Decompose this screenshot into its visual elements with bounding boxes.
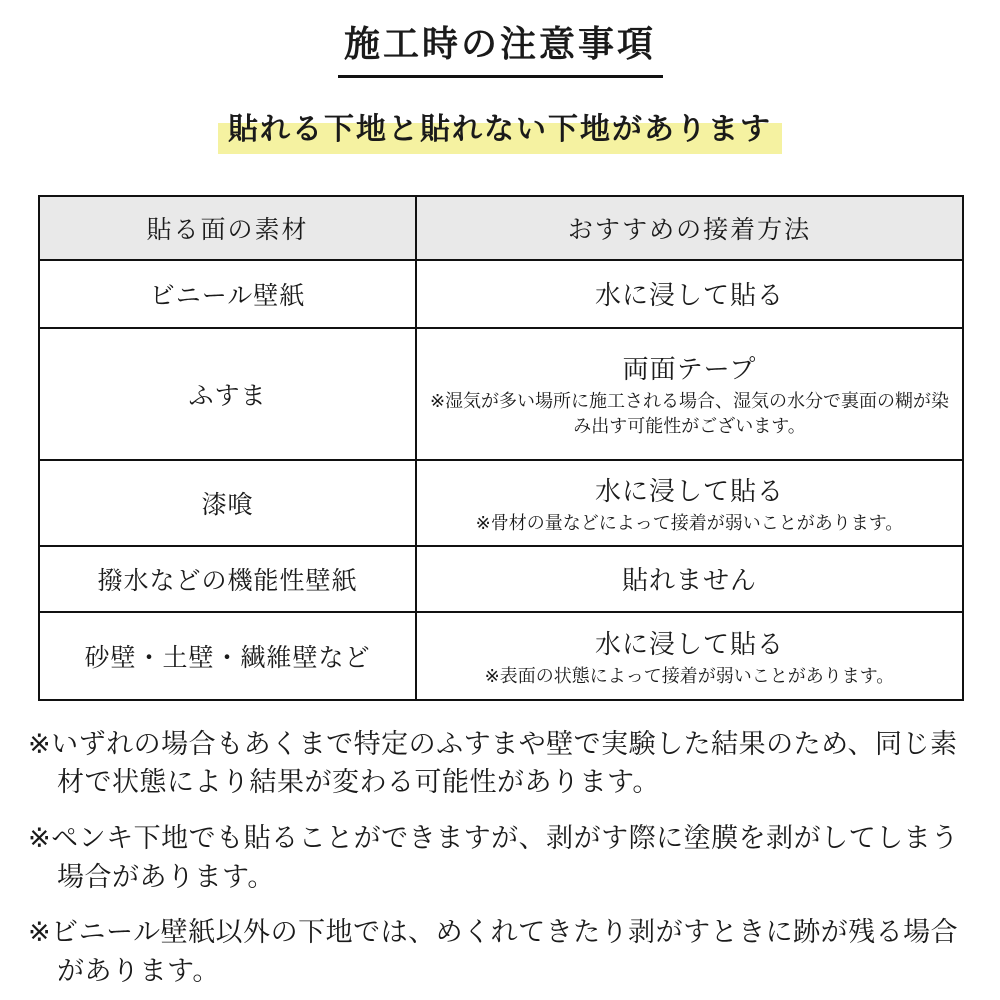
method-text: 水に浸して貼る	[594, 280, 784, 311]
table-row-functional-wallpaper	[39, 546, 963, 612]
footnote-test-results: ※いずれの場合もあくまで特定のふすまや壁で実験した結果のため、同じ素材で状態により結果が変わる可能性があります。	[28, 728, 958, 798]
method-text: 貼れません	[621, 565, 757, 596]
material-cell: ビニール壁紙	[39, 260, 416, 328]
table-row-plaster	[39, 460, 963, 546]
method-cell	[416, 546, 963, 612]
table-row-fusuma	[39, 328, 963, 460]
subtitle-highlight: 貼れる下地と貼れない下地があります	[218, 111, 782, 154]
table-header-method: おすすめの接着方法	[416, 196, 963, 260]
material-cell: 撥水などの機能性壁紙	[39, 546, 416, 612]
method-text: 両面テープ	[622, 354, 757, 385]
method-note: ※骨材の量などによって接着が弱いことがあります。	[475, 512, 904, 533]
method-note: ※湿気が多い場所に施工される場合、湿気の水分で裏面の糊が染み出す可能性がございます。	[429, 391, 950, 436]
footnotes-section	[28, 725, 972, 991]
method-cell	[416, 612, 963, 700]
table-header-row	[39, 196, 963, 260]
table-row-sand-wall	[39, 612, 963, 700]
material-cell: ふすま	[39, 328, 416, 460]
method-cell	[416, 460, 963, 546]
method-cell	[416, 328, 963, 460]
title-underline	[338, 75, 663, 78]
method-text: 水に浸して貼る	[594, 475, 784, 506]
footnote-paint-substrate: ※ペンキ下地でも貼ることができますが、剥がす際に塗膜を剥がしてしまう場合があります。	[28, 822, 959, 892]
footnote-non-vinyl-substrate: ※ビニール壁紙以外の下地では、めくれてきたり剥がすときに跡が残る場合があります。	[28, 917, 959, 986]
table-header-material: 貼る面の素材	[39, 196, 416, 260]
subtitle-row	[0, 111, 1000, 154]
table-row-vinyl-wallpaper	[39, 260, 963, 328]
material-cell: 砂壁・土壁・繊維壁など	[39, 612, 416, 700]
method-text: 水に浸して貼る	[594, 628, 784, 659]
page-title: 施工時の注意事項	[343, 23, 656, 64]
method-note: ※表面の状態によって接着が弱いことがあります。	[484, 665, 895, 686]
material-cell: 漆喰	[39, 460, 416, 546]
substrate-adhesion-table	[38, 195, 964, 701]
method-cell	[416, 260, 963, 328]
